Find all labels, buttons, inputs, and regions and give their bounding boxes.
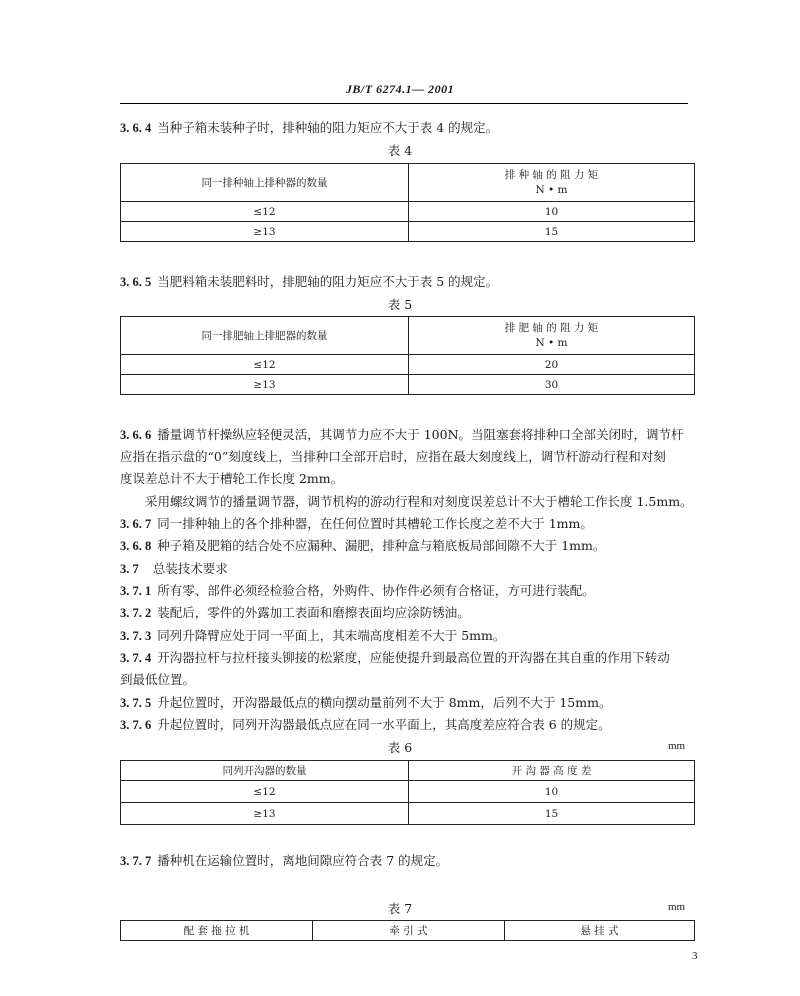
- table-row: [121, 202, 695, 222]
- clause-text: 装配后，零件的外露加工表面和磨擦表面均应涂防锈油。: [157, 605, 470, 620]
- table-header-cell: [409, 164, 695, 202]
- section-heading: 总装技术要求: [152, 561, 228, 576]
- clause-3-6-5: [120, 274, 700, 290]
- table-header-row: [121, 761, 695, 781]
- table-header-row: [121, 164, 695, 202]
- document-code: JB/T 6274.1— 2001: [345, 82, 455, 96]
- clause-text-line: 到最低位置。: [120, 672, 196, 687]
- clause-number: 3. 6. 8: [120, 539, 152, 553]
- clause-text: 所有零、部件必须经检验合格，外购件、协作件必须有合格证，方可进行装配。: [157, 583, 595, 598]
- clause-text-line: 度误差总计不大于槽轮工作长度 2mm。: [120, 471, 344, 486]
- table-header-cell: 开 沟 器 高 度 差: [409, 761, 695, 781]
- clause-3-7-2: [120, 605, 700, 621]
- clause-3-7-5: [120, 695, 700, 711]
- table-row: [121, 803, 695, 825]
- clause-3-7-1: [120, 583, 700, 599]
- table-header-row: [121, 921, 695, 941]
- table-6: [120, 760, 695, 825]
- clause-3-7-4: [120, 650, 700, 666]
- table-7-unit: mm: [668, 901, 686, 913]
- table-7-caption: 表 7: [387, 901, 413, 916]
- clause-number: 3. 6. 7: [120, 517, 152, 531]
- clause-text: 升起位置时，同列开沟器最低点应在同一水平面上，其高度差应符合表 6 的规定。: [157, 717, 611, 732]
- clause-number: 3. 7: [120, 562, 139, 576]
- table-header-cell: 同一排肥轴上排肥器的数量: [121, 317, 409, 355]
- table-header-cell: 同一排种轴上排种器的数量: [121, 164, 409, 202]
- clause-3-7-3: [120, 628, 700, 644]
- table-row: [121, 222, 695, 242]
- table-5: [120, 316, 695, 395]
- table-header-cell: 配 套 拖 拉 机: [121, 921, 313, 941]
- table-cell: ≥13: [121, 375, 409, 395]
- table-cell: ≤12: [121, 781, 409, 803]
- clause-text: 当肥料箱未装肥料时，排肥轴的阻力矩应不大于表 5 的规定。: [157, 274, 499, 289]
- clause-number: 3. 6. 6: [120, 428, 152, 442]
- clause-text: 升起位置时，开沟器最低点的横向摆动量前列不大于 8mm，后列不大于 15mm。: [157, 695, 612, 710]
- table-row: [121, 781, 695, 803]
- clause-number: 3. 7. 6: [120, 718, 152, 732]
- clause-text: 播种机在运输位置时，离地间隙应符合表 7 的规定。: [157, 853, 449, 868]
- header-label: 排 种 轴 的 阻 力 矩: [504, 168, 599, 181]
- table-row: [121, 375, 695, 395]
- clause-text: 同列升降臂应处于同一平面上，其末端高度相差不大于 5mm。: [157, 628, 506, 643]
- section-3-7: [120, 561, 700, 577]
- table-cell: 20: [409, 355, 695, 375]
- header-unit: N • m: [535, 183, 568, 196]
- table-cell: 15: [409, 803, 695, 825]
- clause-number: 3. 7. 7: [120, 854, 152, 868]
- clause-3-6-8: [120, 538, 700, 554]
- clause-text-line: 采用螺纹调节的播量调节器，调节机构的游动行程和对刻度误差总计不大于槽轮工作长度 1.5mm。: [145, 494, 693, 509]
- header-unit: N • m: [535, 336, 568, 349]
- clause-number: 3. 7. 2: [120, 606, 152, 620]
- table-header-row: [121, 317, 695, 355]
- clause-number: 3. 6. 4: [120, 121, 152, 135]
- table-6-unit: mm: [668, 740, 686, 752]
- clause-number: 3. 6. 5: [120, 275, 152, 289]
- header-label: 排 肥 轴 的 阻 力 矩: [504, 321, 599, 334]
- table-4-caption: 表 4: [387, 143, 413, 158]
- clause-text: 同一排种轴上的各个排种器，在任何位置时其槽轮工作长度之差不大于 1mm。: [157, 516, 593, 531]
- table-header-cell: [409, 317, 695, 355]
- header-rule: [120, 103, 688, 104]
- table-header-cell: 同列开沟器的数量: [121, 761, 409, 781]
- clause-3-6-4: [120, 120, 700, 136]
- clause-number: 3. 7. 1: [120, 584, 152, 598]
- table-4: [120, 163, 695, 242]
- clause-number: 3. 7. 3: [120, 629, 152, 643]
- table-7: [120, 920, 695, 941]
- clause-3-7-6: [120, 717, 700, 733]
- clause-text: 开沟器拉杆与拉杆接头铆接的松紧度，应能使提升到最高位置的开沟器在其自重的作用下转动: [157, 650, 670, 665]
- table-6-caption: 表 6: [387, 740, 413, 755]
- clause-3-6-6: [120, 427, 700, 443]
- page-number: 3: [692, 950, 698, 962]
- clause-3-6-7: [120, 516, 700, 532]
- table-cell: 30: [409, 375, 695, 395]
- clause-number: 3. 7. 4: [120, 651, 152, 665]
- table-5-caption: 表 5: [387, 297, 413, 312]
- table-header-cell: 牵 引 式: [313, 921, 505, 941]
- table-row: [121, 355, 695, 375]
- table-cell: ≥13: [121, 803, 409, 825]
- table-cell: ≤12: [121, 355, 409, 375]
- clause-3-7-7: [120, 853, 700, 869]
- table-cell: 10: [409, 781, 695, 803]
- table-cell: 10: [409, 202, 695, 222]
- table-cell: ≥13: [121, 222, 409, 242]
- clause-text: 种子箱及肥箱的结合处不应漏种、漏肥，排种盒与箱底板局部间隙不大于 1mm。: [157, 538, 606, 553]
- clause-text-line: 应指在指示盘的“0”刻度线上，当排种口全部开启时，应指在最大刻度线上，调节杆游动行程和对刻: [120, 449, 666, 464]
- table-cell: ≤12: [121, 202, 409, 222]
- table-cell: 15: [409, 222, 695, 242]
- table-header-cell: 悬 挂 式: [505, 921, 695, 941]
- clause-text: 当种子箱未装种子时，排种轴的阻力矩应不大于表 4 的规定。: [157, 120, 499, 135]
- clause-text: 播量调节杆操纵应轻便灵活，其调节力应不大于 100N。当阻塞套将排种口全部关闭时，调节杆: [157, 427, 684, 442]
- clause-number: 3. 7. 5: [120, 696, 152, 710]
